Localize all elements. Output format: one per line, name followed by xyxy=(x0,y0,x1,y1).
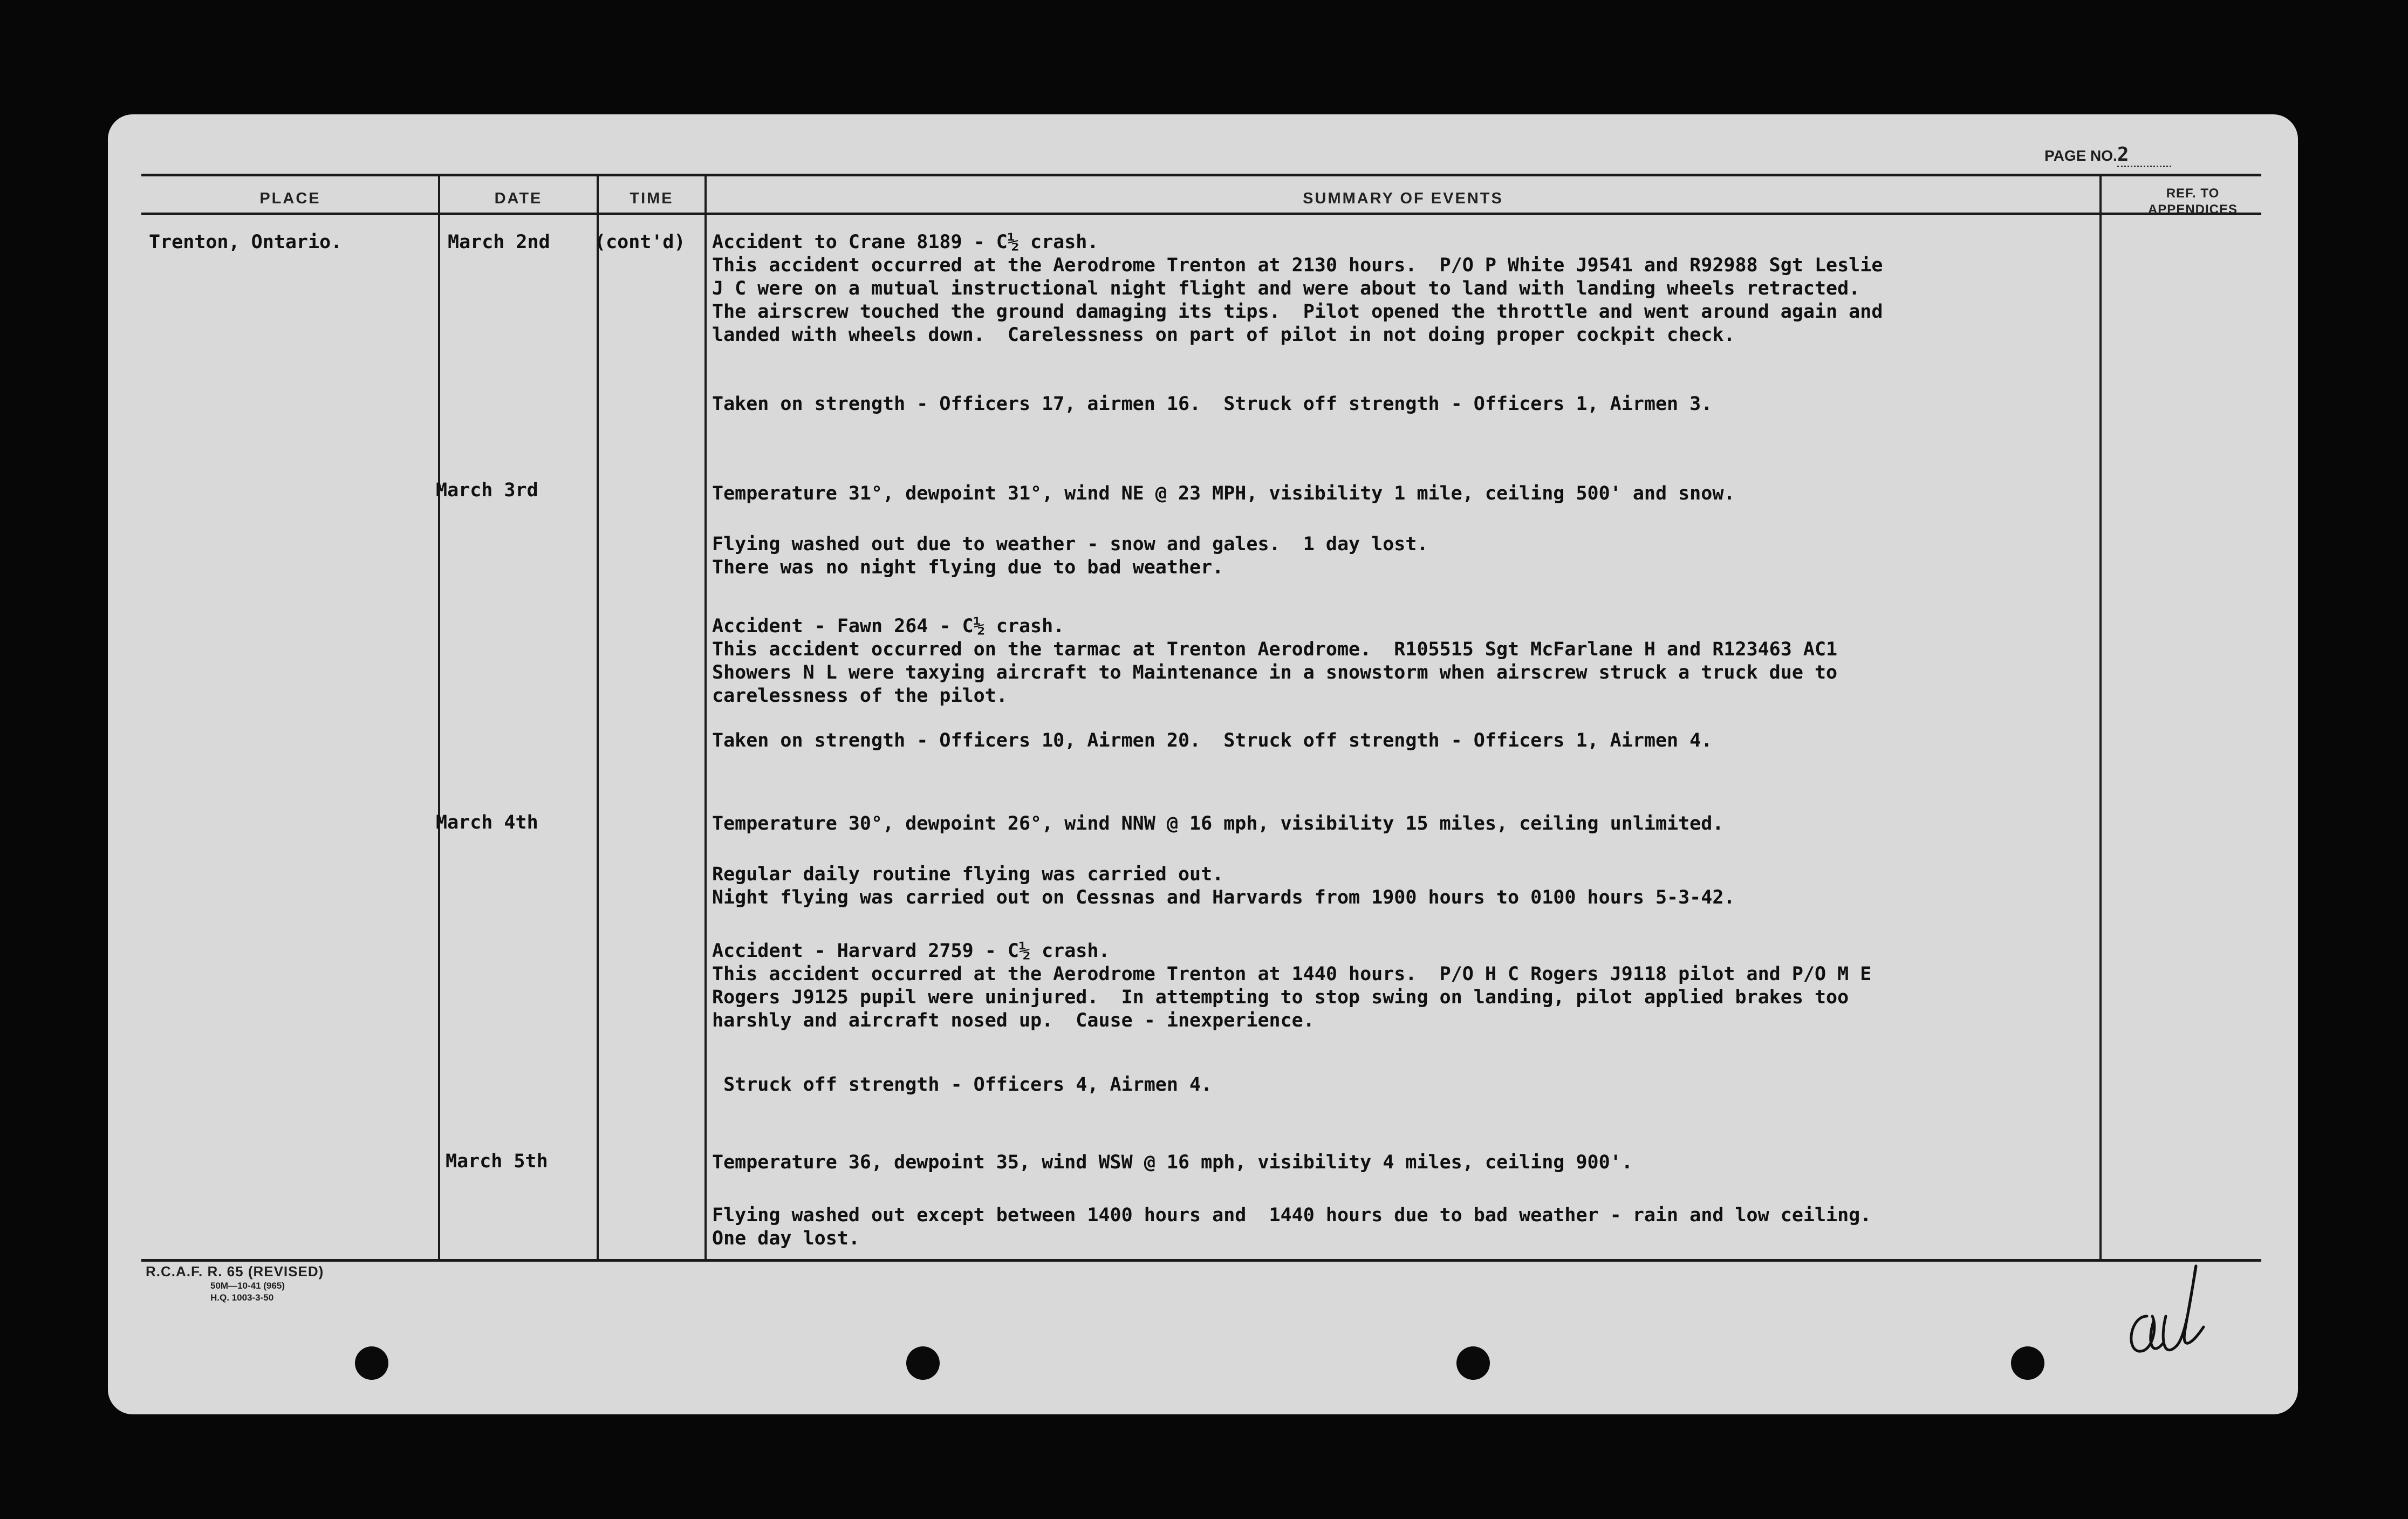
event-accident-fawn xyxy=(712,615,2093,708)
top-rule xyxy=(141,174,2261,176)
event-line: One day lost. xyxy=(712,1228,860,1249)
event-line: Flying washed out except between 1400 hours and 1440 hours due to bad weather - rain and low ceiling. xyxy=(712,1205,1872,1226)
event-line: Flying washed out due to weather - snow and gales. 1 day lost. xyxy=(712,533,1428,555)
event-line: This accident occurred on the tarmac at Trenton Aerodrome. R105515 Sgt McFarlane H and R123463 AC1 xyxy=(712,639,1838,660)
event-line: There was no night flying due to bad weather. xyxy=(712,557,1224,578)
form-number xyxy=(146,1263,372,1304)
place-date-divider xyxy=(438,176,440,1260)
punch-hole xyxy=(355,1346,388,1380)
punch-hole xyxy=(1456,1346,1490,1380)
date-march-3: March 3rd xyxy=(436,480,538,501)
date-time-divider xyxy=(597,176,599,1260)
time-cell: (cont'd) xyxy=(594,231,686,253)
date-march-2: March 2nd xyxy=(448,231,550,253)
event-weather-march-4 xyxy=(712,812,2093,836)
event-line: landed with wheels down. Carelessness on part of pilot in not doing proper cockpit check. xyxy=(712,324,1735,346)
event-strength-march-4 xyxy=(712,1073,2093,1097)
event-accident-crane xyxy=(712,231,2093,347)
event-line: Accident to Crane 8189 - C½ crash. xyxy=(712,231,1099,253)
header-date: DATE xyxy=(494,190,543,207)
bottom-rule xyxy=(141,1259,2261,1262)
page-label-text: PAGE NO. xyxy=(2044,147,2117,164)
event-line: Accident - Harvard 2759 - C½ crash. xyxy=(712,940,1110,962)
event-weather-march-3 xyxy=(712,482,2093,505)
event-line: Night flying was carried out on Cessnas and Harvards from 1900 hours to 0100 hours 5-3-42. xyxy=(712,887,1735,908)
event-line: This accident occurred at the Aerodrome Trenton at 2130 hours. P/O P White J9541 and R92988 Sgt Leslie xyxy=(712,255,1883,276)
event-line: Showers N L were taxying aircraft to Maintenance in a snowstorm when airscrew struck a truck due to xyxy=(712,662,1838,683)
form-print-line: H.Q. 1003-3-50 xyxy=(210,1292,274,1303)
header-time: TIME xyxy=(630,190,674,207)
page-number-label xyxy=(2044,143,2206,165)
event-line: J C were on a mutual instructional night flight and were about to land with landing wheels retracted. xyxy=(712,278,1860,299)
event-line: Taken on strength - Officers 17, airmen 16. Struck off strength - Officers 1, Airmen 3. xyxy=(712,393,1713,415)
event-line: This accident occurred at the Aerodrome Trenton at 1440 hours. P/O H C Rogers J9118 pilot and P/O M E xyxy=(712,963,1872,985)
punch-hole xyxy=(2011,1346,2044,1380)
event-line: harshly and aircraft nosed up. Cause - inexperience. xyxy=(712,1010,1315,1031)
event-line: Temperature 31°, dewpoint 31°, wind NE @ 23 MPH, visibility 1 mile, ceiling 500' and snow. xyxy=(712,483,1735,504)
header-rule xyxy=(141,213,2261,215)
header-summary: SUMMARY OF EVENTS xyxy=(1303,190,1503,207)
event-line: Struck off strength - Officers 4, Airmen 4. xyxy=(712,1074,1213,1096)
form-number-line: R.C.A.F. R. 65 (REVISED) xyxy=(146,1263,324,1279)
event-line: carelessness of the pilot. xyxy=(712,685,1008,707)
header-place: PLACE xyxy=(259,190,321,207)
event-flying-march-3 xyxy=(712,533,2093,579)
handwritten-initials xyxy=(2109,1235,2217,1370)
summary-ref-divider xyxy=(2099,176,2102,1260)
event-line: Temperature 30°, dewpoint 26°, wind NNW @ 16 mph, visibility 15 miles, ceiling unlimited. xyxy=(712,813,1724,834)
event-line: Regular daily routine flying was carried out. xyxy=(712,864,1224,885)
header-ref-appendices: REF. TO APPENDICES xyxy=(2147,186,2238,217)
form-print-line: 50M—10-41 (965) xyxy=(210,1281,285,1291)
time-summary-divider xyxy=(704,176,707,1260)
event-weather-march-5 xyxy=(712,1151,2093,1174)
event-strength-march-3 xyxy=(712,729,2093,752)
event-flying-march-5 xyxy=(712,1204,2093,1250)
event-line: Accident - Fawn 264 - C½ crash. xyxy=(712,615,1065,637)
event-strength-march-2 xyxy=(712,393,2093,416)
punch-hole xyxy=(906,1346,940,1380)
date-march-5: March 5th xyxy=(446,1151,548,1172)
event-flying-march-4 xyxy=(712,863,2093,909)
event-line: Temperature 36, dewpoint 35, wind WSW @ 16 mph, visibility 4 miles, ceiling 900'. xyxy=(712,1152,1633,1173)
event-accident-harvard xyxy=(712,940,2093,1032)
date-march-4: March 4th xyxy=(436,812,538,833)
page-number: 2 xyxy=(2117,143,2171,167)
event-line: Rogers J9125 pupil were uninjured. In attempting to stop swing on landing, pilot applied brakes too xyxy=(712,987,1849,1008)
event-line: The airscrew touched the ground damaging its tips. Pilot opened the throttle and went around again and xyxy=(712,301,1883,323)
place-cell: Trenton, Ontario. xyxy=(149,231,343,253)
event-line: Taken on strength - Officers 10, Airmen 20. Struck off strength - Officers 1, Airmen 4. xyxy=(712,730,1713,751)
